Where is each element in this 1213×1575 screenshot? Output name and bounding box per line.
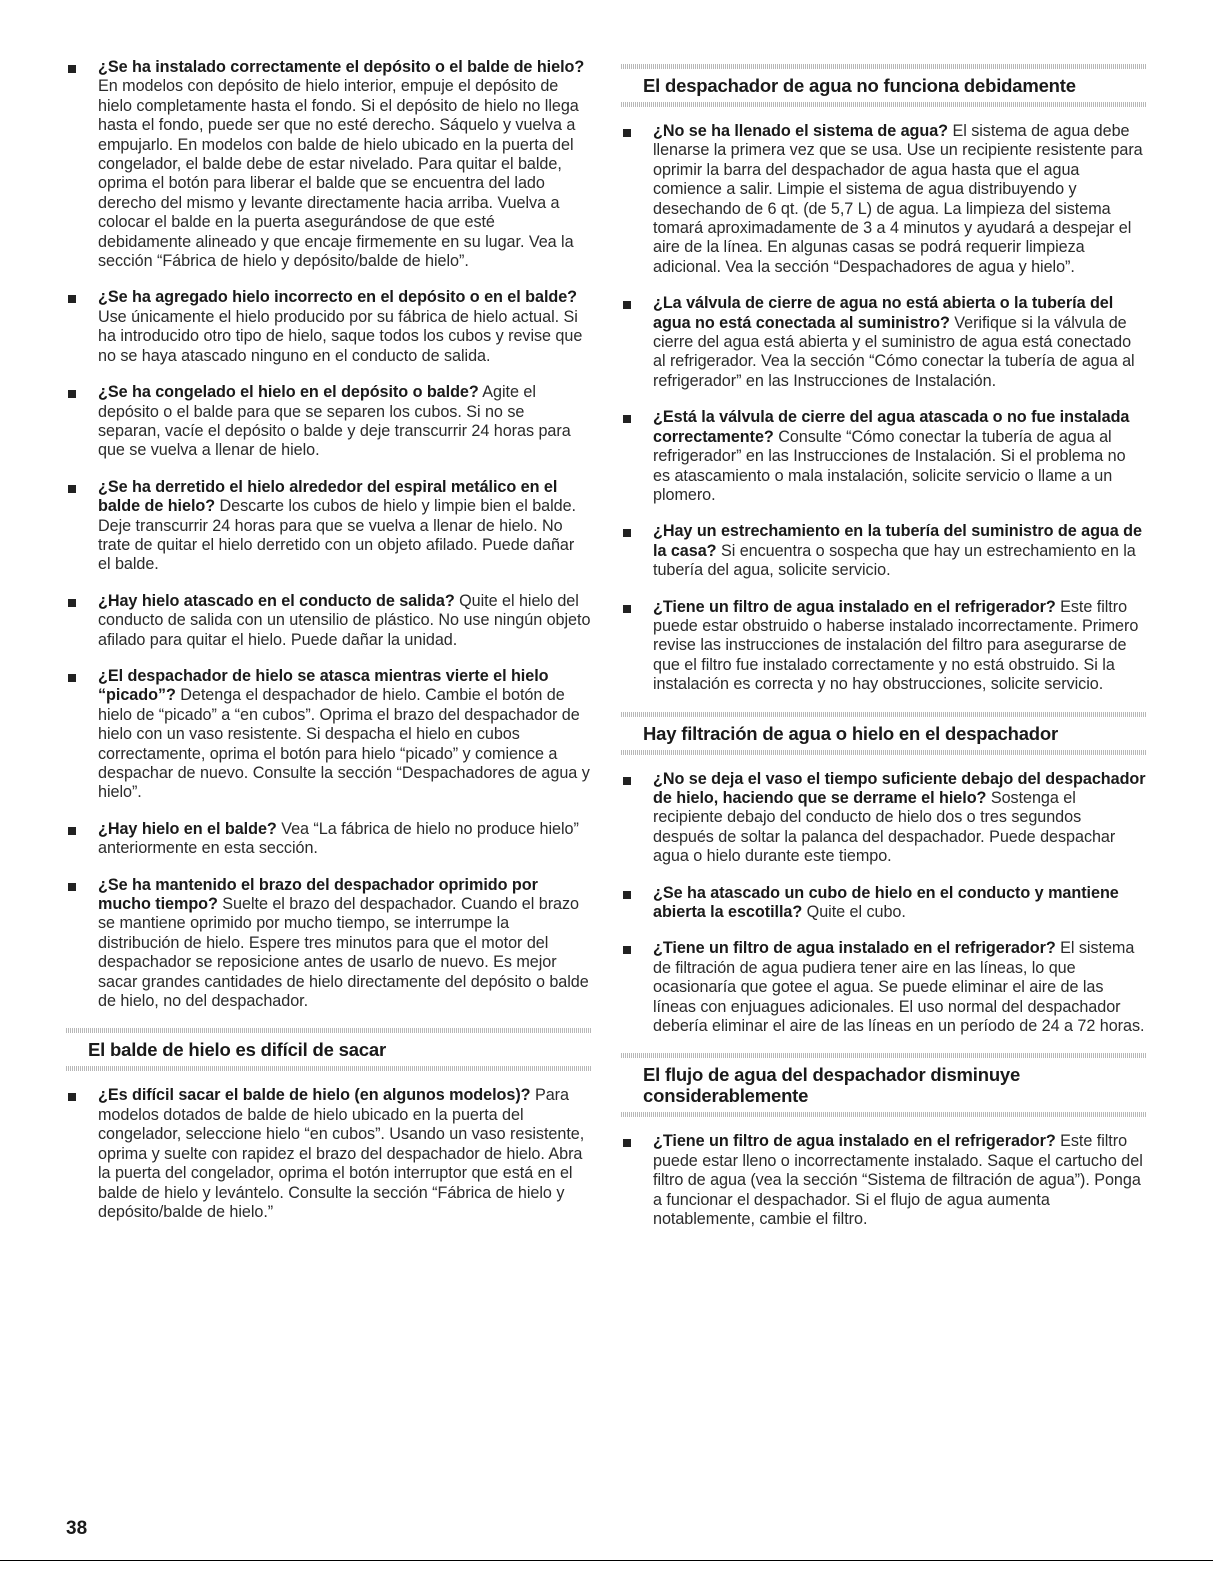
- bullet-square-icon: [68, 485, 76, 493]
- section-ice-bin-hard-to-remove: [66, 1028, 591, 1071]
- item-answer: El sistema de filtración de agua pudiera tener aire en las líneas, lo que ocasionaría que gotee el agua. Se puede eliminar el aire de las líneas con enjuagues adicionales. El uso normal del despachador debería eliminar el aire de las líneas en un período de 24 a 72 horas.: [653, 939, 1145, 1036]
- item-answer: Vea “La fábrica de hielo no produce hielo” anteriormente en esta sección.: [98, 819, 579, 858]
- section-bottom-rule: [621, 750, 1146, 755]
- item-answer: Use únicamente el hielo producido por su fábrica de hielo actual. Si ha introducido otro tipo de hielo, saque todos los cubos y revise que no se haya atascado ninguno en el conducto de salida.: [98, 307, 583, 365]
- bullet-item: [621, 522, 1146, 580]
- item-answer: Suelte el brazo del despachador. Cuando el brazo se mantiene oprimido por mucho tiempo, se interrumpe la distribución de hielo. Espere tres minutos para que el motor del despachador se reposicione antes de usarlo de nuevo. Es mejor sacar grandes cantidades de hielo directamente del depósito o balde de hielo, no del despachador.: [98, 895, 589, 1011]
- item-answer: El sistema de agua debe llenarse la primera vez que se usa. Use un recipiente resistente para oprimir la barra del despachador de agua hasta que el agua comience a salir. Limpie el sistema de agua distribuyendo y desechando de 6 qt. (de 5,7 L) de agua. La limpieza del sistema tomará aproximadamente de 3 a 4 minutos y ayudará a despejar el aire de la línea. En algunas casas se podrá requerir limpieza adicional. Vea la sección “Despachadores de agua y hielo”.: [653, 122, 1143, 276]
- bullet-square-icon: [623, 777, 631, 785]
- item-question: ¿Se ha instalado correctamente el depósito o el balde de hielo?: [98, 58, 585, 76]
- bullet-item: [621, 598, 1146, 695]
- bullet-item: [66, 876, 591, 1012]
- troubleshooting-section: [621, 1053, 1146, 1117]
- bullet-square-icon: [68, 390, 76, 398]
- item-question: ¿Hay hielo en el balde?: [98, 819, 277, 838]
- item-question: ¿Tiene un filtro de agua instalado en el refrigerador?: [653, 939, 1056, 958]
- item-answer: Para modelos dotados de balde de hielo ubicado en la puerta del congelador, seleccione hielo “en cubos”. Usando un vaso resistente, oprima y suelte con rapidez el brazo del despachador de hielo. Abra la puerta del congelador, oprima el botón interruptor que está en el balde de hielo y levántelo. Consulte la sección “Fábrica de hielo y depósito/balde de hielo.”: [98, 1086, 585, 1221]
- section-top-rule: [66, 1028, 591, 1033]
- bullet-item: [621, 294, 1146, 391]
- bullet-item: [66, 820, 591, 859]
- bullet-item: [621, 770, 1146, 867]
- item-answer: Este filtro puede estar lleno o incorrectamente instalado. Saque el cartucho del filtro de agua (vea la sección “Sistema de filtración de agua”). Ponga a funcionar el despachador. Si el flujo de agua aumenta notablemente, cambie el filtro.: [653, 1132, 1143, 1229]
- item-answer: Quite el hielo del conducto de salida con un utensilio de plástico. No use ningún objeto afilado para quitar el hielo. Puede dañar la unidad.: [98, 591, 591, 649]
- bullet-square-icon: [68, 1093, 76, 1101]
- bullet-square-icon: [623, 301, 631, 309]
- section-top-rule: [621, 1053, 1146, 1058]
- bullet-item: [621, 122, 1146, 277]
- bullet-square-icon: [623, 605, 631, 613]
- item-answer: Este filtro puede estar obstruido o haberse instalado incorrectamente. Primero revise las instrucciones de instalación del filtro para asegurarse de que el filtro fue instalado correctamente y no está obstruido. Si la instalación es correcta y no hay obstrucciones, solicite servicio.: [653, 597, 1139, 694]
- item-answer: Detenga el despachador de hielo. Cambie el botón de hielo de “picado” a “en cubos”. Oprima el brazo del despachador de hielo con un vaso resistente. Si despacha el hielo en cubos correctamente, oprima el botón para hielo “picado” y comience a despachar de nuevo. Consulte la sección “Despachadores de agua y hielo”.: [98, 686, 590, 802]
- bullet-square-icon: [68, 599, 76, 607]
- bullet-item: [66, 58, 591, 271]
- item-answer: En modelos con depósito de hielo interior, empuje el depósito de hielo completamente hasta el fondo. Si el depósito de hielo no llega hasta el fondo, puede ser que no esté derecho. Sáquelo y vuelva a empujarlo. En modelos con balde de hielo ubicado en la puerta del congelador, el balde debe de estar nivelado. Para quitar el balde, oprima el botón para liberar el balde que se encuentra del lado derecho del mismo y levante directamente hacia arriba. Vuelva a colocar el balde en la puerta asegurándose de que esté debidamente alineado y que encaje firmemente en su lugar. Vea la sección “Fábrica de hielo y depósito/balde de hielo”.: [98, 77, 579, 271]
- item-answer: Verifique si la válvula de cierre del agua está abierta y el suministro de agua está conectado al refrigerador. Vea la sección “Cómo conectar la tubería de agua al refrigerador” en las Instrucciones de Instalación.: [653, 313, 1135, 390]
- section-heading: El flujo de agua del despachador disminuye considerablemente: [643, 1064, 1021, 1107]
- troubleshooting-section: [621, 712, 1146, 755]
- section-bottom-rule: [621, 1112, 1146, 1117]
- bullet-item: [66, 592, 591, 650]
- section-top-rule: [621, 712, 1146, 717]
- item-answer: Si encuentra o sospecha que hay un estrechamiento en la tubería del agua, solicite servicio.: [653, 541, 1136, 580]
- bullet-square-icon: [623, 129, 631, 137]
- item-question: ¿Hay hielo atascado en el conducto de salida?: [98, 591, 455, 610]
- bullet-square-icon: [623, 415, 631, 423]
- troubleshooting-section: [621, 64, 1146, 107]
- left-items-top: [66, 58, 591, 1011]
- item-question: ¿Hay un estrechamiento en la tubería del suministro de agua de la casa?: [653, 522, 1142, 560]
- bullet-square-icon: [623, 529, 631, 537]
- bullet-item: [66, 1086, 591, 1222]
- item-question: ¿No se ha llenado el sistema de agua?: [653, 122, 949, 140]
- bullet-item: [621, 1132, 1146, 1229]
- bullet-square-icon: [68, 65, 76, 73]
- item-question: ¿Se ha agregado hielo incorrecto en el depósito o en el balde?: [98, 288, 578, 307]
- bullet-square-icon: [623, 891, 631, 899]
- item-answer: Quite el cubo.: [802, 903, 906, 921]
- bullet-item: [66, 383, 591, 461]
- left-column: [66, 58, 591, 1239]
- item-answer: Consulte “Cómo conectar la tubería de agua al refrigerador” en las Instrucciones de Instalación. Si el problema no es atascamiento o mala instalación, solicite servicio o llame a un plomero.: [653, 427, 1126, 504]
- bullet-item: [66, 288, 591, 366]
- bullet-item: [621, 939, 1146, 1036]
- item-question: ¿Se ha atascado un cubo de hielo en el conducto y mantiene abierta la escotilla?: [653, 883, 1119, 921]
- right-column: [621, 58, 1146, 1246]
- section-heading: Hay filtración de agua o hielo en el despachador: [643, 722, 1058, 744]
- bullet-item: [621, 884, 1146, 923]
- bullet-square-icon: [623, 946, 631, 954]
- bullet-square-icon: [623, 1139, 631, 1147]
- item-question: ¿Se ha mantenido el brazo del despachador oprimido por mucho tiempo?: [98, 875, 538, 914]
- item-question: ¿No se deja el vaso el tiempo suficiente debajo del despachador de hielo, haciendo que se derrame el hielo?: [653, 769, 1146, 807]
- footer-rule: [0, 1560, 1213, 1561]
- item-answer: Descarte los cubos de hielo y limpie bien el balde. Deje transcurrir 24 horas para que se vuelva a llenar de hielo. No trate de quitar el hielo derretido con un objeto afilado. Puede dañar el balde.: [98, 497, 577, 574]
- section-heading: El despachador de agua no funciona debidamente: [643, 75, 1076, 96]
- right-sections: [621, 64, 1146, 1229]
- item-question: ¿Tiene un filtro de agua instalado en el refrigerador?: [653, 597, 1056, 616]
- item-question: ¿Tiene un filtro de agua instalado en el refrigerador?: [653, 1132, 1056, 1151]
- bullet-item: [66, 478, 591, 575]
- bullet-square-icon: [68, 883, 76, 891]
- bullet-square-icon: [68, 674, 76, 682]
- bullet-square-icon: [68, 295, 76, 303]
- item-question: ¿Es difícil sacar el balde de hielo (en algunos modelos)?: [98, 1086, 531, 1105]
- item-question: ¿El despachador de hielo se atasca mientras vierte el hielo “picado”?: [98, 666, 549, 705]
- item-question: ¿Se ha congelado el hielo en el depósito o balde?: [98, 383, 479, 402]
- left-items-bottom: [66, 1086, 591, 1222]
- section-bottom-rule: [621, 102, 1146, 107]
- page-number: 38: [66, 1518, 88, 1539]
- item-question: ¿Está la válvula de cierre del agua atascada o no fue instalada correctamente?: [653, 408, 1130, 446]
- item-question: ¿Se ha derretido el hielo alrededor del espiral metálico en el balde de hielo?: [98, 477, 558, 516]
- section-bottom-rule: [66, 1066, 591, 1071]
- bullet-item: [621, 408, 1146, 505]
- item-answer: Sostenga el recipiente debajo del conducto de hielo dos o tres segundos después de soltar la palanca del despachador. Puede despachar agua o hielo durante este tiempo.: [653, 788, 1116, 866]
- item-answer: Agite el depósito o el balde para que se separen los cubos. Si no se separan, vacíe el depósito o balde y deje transcurrir 24 horas para que se vuelva a llenar de hielo.: [98, 383, 571, 460]
- item-question: ¿La válvula de cierre de agua no está abierta o la tubería del agua no está conectada al suministro?: [653, 294, 1114, 332]
- bullet-item: [66, 667, 591, 803]
- section-top-rule: [621, 64, 1146, 69]
- section-heading: El balde de hielo es difícil de sacar: [88, 1039, 386, 1061]
- bullet-square-icon: [68, 827, 76, 835]
